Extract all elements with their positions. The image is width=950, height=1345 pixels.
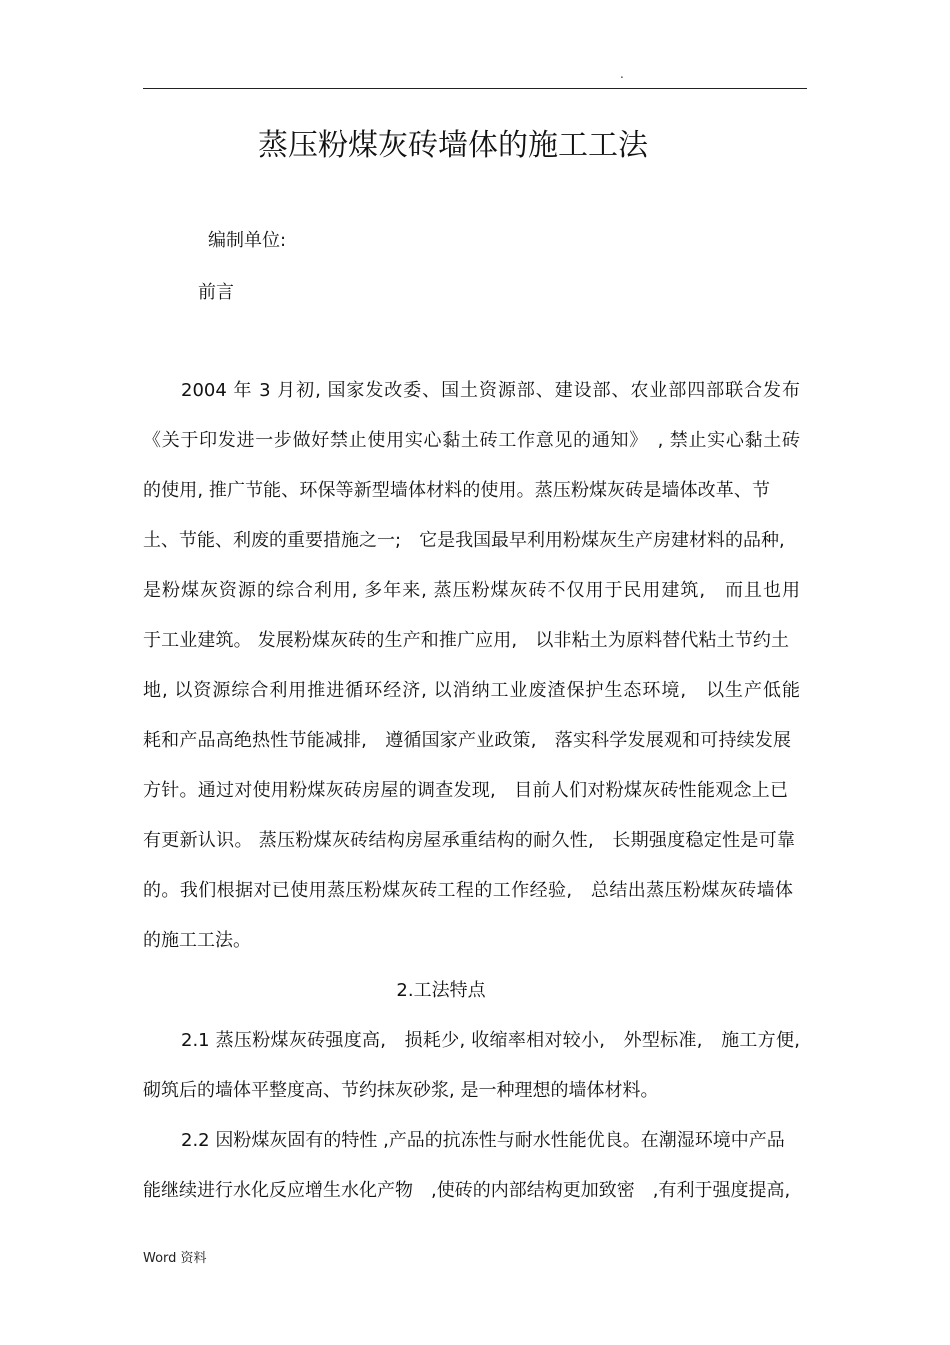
preface-line: 2004 年 3 月初, 国家发改委、国土资源部、建设部、农业部四部联合发布 [181, 380, 800, 401]
preface-heading: 前言 [198, 282, 234, 303]
preface-line: 的施工工法。 [143, 930, 251, 951]
preface-line: 《关于印发进一步做好禁止使用实心黏土砖工作意见的通知》 , 禁止实心黏土砖 [143, 430, 800, 451]
preface-line: 方针。通过对使用粉煤灰砖房屋的调查发现, 目前人们对粉煤灰砖性能观念上已 [143, 780, 788, 801]
clause-2-2-line: 2.2 因粉煤灰固有的特性 ,产品的抗冻性与耐水性能优良。在潮湿环境中产品 [181, 1130, 785, 1151]
preface-line: 有更新认识。 蒸压粉煤灰砖结构房屋承重结构的耐久性, 长期强度稳定性是可靠 [143, 830, 795, 851]
header-mark: . [620, 67, 624, 81]
clause-2-1-line: 2.1 蒸压粉煤灰砖强度高, 损耗少, 收缩率相对较小, 外型标准, 施工方便, [181, 1030, 800, 1051]
compiling-unit-label: 编制单位: [208, 230, 287, 251]
header-rule [143, 88, 807, 89]
document-title: 蒸压粉煤灰砖墙体的施工工法 [258, 128, 648, 163]
preface-line: 耗和产品高绝热性节能减排, 遵循国家产业政策, 落实科学发展观和可持续发展 [143, 730, 791, 751]
preface-line: 的使用, 推广节能、环保等新型墙体材料的使用。蒸压粉煤灰砖是墙体改革、节 [143, 480, 770, 501]
preface-line: 于工业建筑。 发展粉煤灰砖的生产和推广应用, 以非粘土为原料替代粘土节约土 [143, 630, 789, 651]
footer-label: Word 资料 [143, 1251, 207, 1266]
preface-line: 土、节能、利废的重要措施之一; 它是我国最早利用粉煤灰生产房建材料的品种, [143, 530, 785, 551]
preface-line: 的。我们根据对已使用蒸压粉煤灰砖工程的工作经验, 总结出蒸压粉煤灰砖墙体 [143, 880, 793, 901]
preface-line: 地, 以资源综合利用推进循环经济, 以消纳工业废渣保护生态环境, 以生产低能 [143, 680, 800, 701]
section-heading: 2.工法特点 [396, 980, 486, 1001]
preface-line: 是粉煤灰资源的综合利用, 多年来, 蒸压粉煤灰砖不仅用于民用建筑, 而且也用 [143, 580, 800, 601]
clause-2-1-line: 砌筑后的墙体平整度高、节约抹灰砂浆, 是一种理想的墙体材料。 [143, 1080, 659, 1101]
clause-2-2-line: 能继续进行水化反应增生水化产物 ,使砖的内部结构更加致密 ,有利于强度提高, [143, 1180, 791, 1201]
